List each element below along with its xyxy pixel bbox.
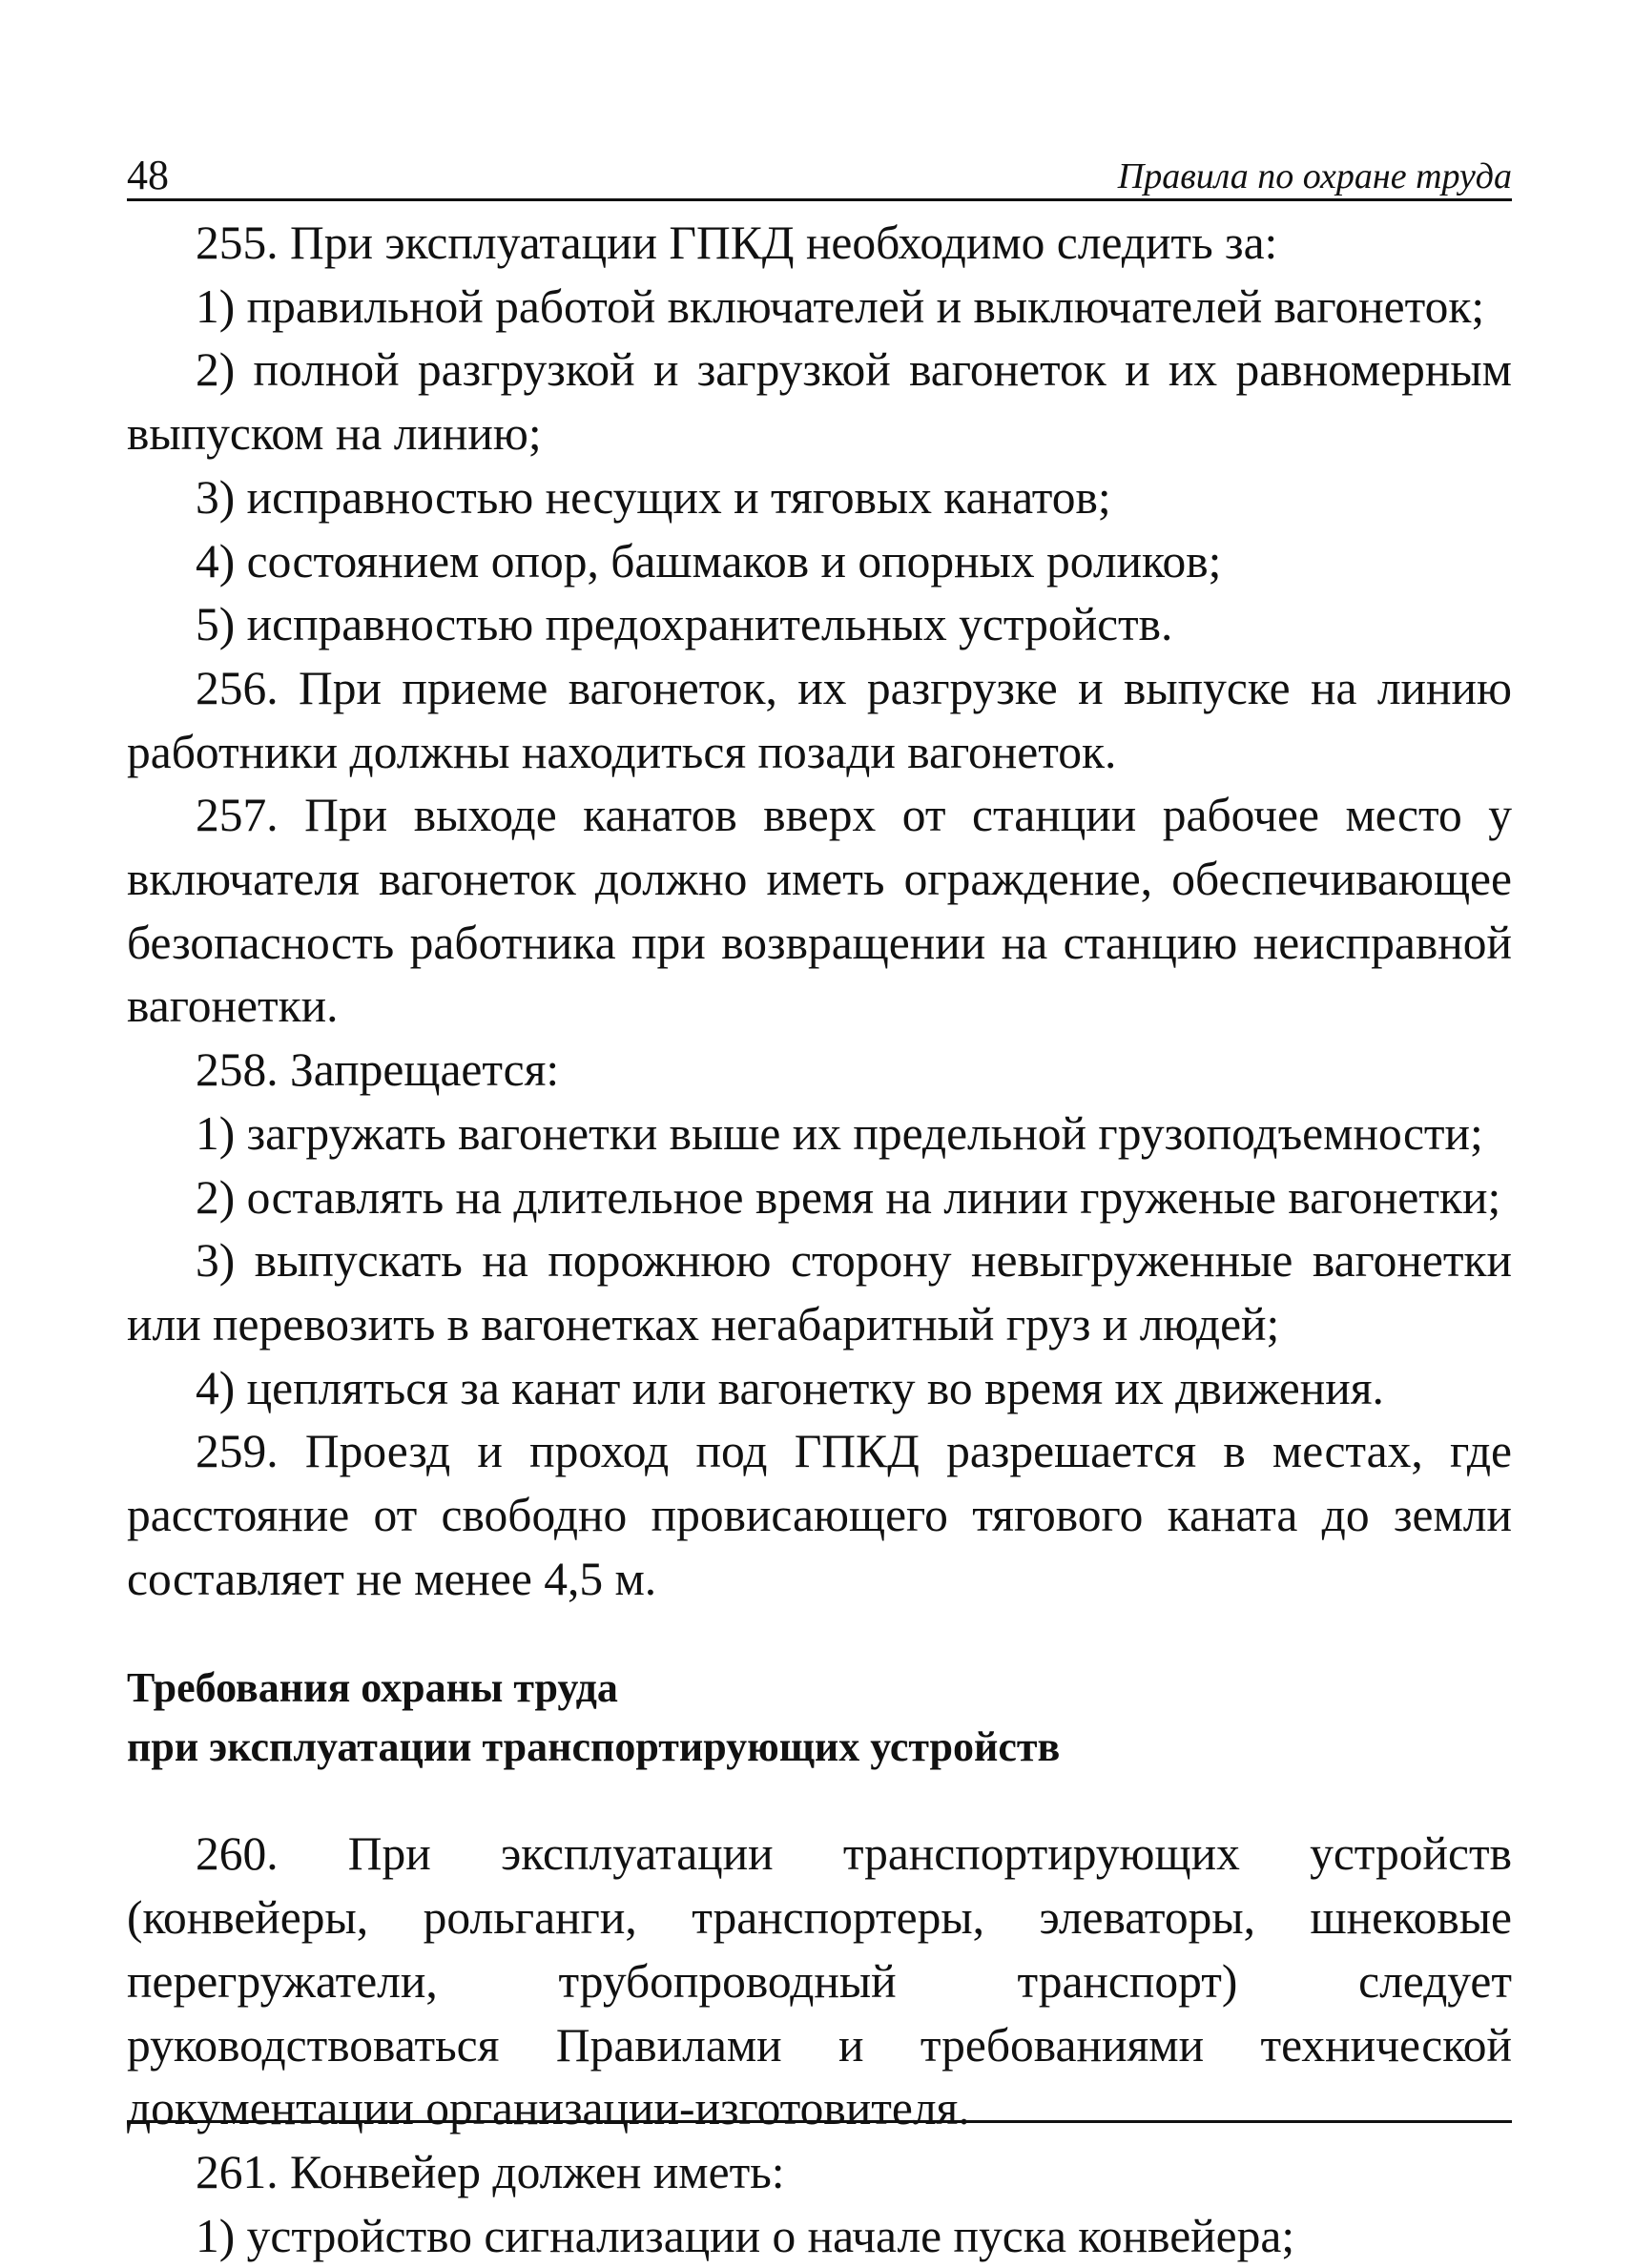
paragraph: 255. При эксплуатации ГПКД необходимо следить за:: [196, 216, 1278, 269]
list-item: 2) полной разгрузкой и загрузкой вагонеток и их равномерным выпуском на линию;: [127, 343, 1512, 461]
paragraph: 259. Проезд и проход под ГПКД разрешается в местах, где расстояние от свободно провисающего тягового каната до земли составляет не менее 4,5 м.: [127, 1425, 1512, 1605]
list-item: 5) исправностью предохранительных устройств.: [196, 598, 1173, 651]
footer-divider: [127, 2120, 1512, 2123]
page-header: [127, 143, 1512, 201]
list-item: 1) устройство сигнализации о начале пуска конвейера;: [196, 2209, 1295, 2262]
paragraph: 261. Конвейер должен иметь:: [196, 2145, 785, 2198]
page-number: 48: [127, 152, 169, 198]
list-item: 1) правильной работой включателей и выключателей вагонеток;: [196, 279, 1485, 333]
list-item: 3) выпускать на порожнюю сторону невыгруженные вагонетки или перевозить в вагонетках негабаритный груз и людей;: [127, 1234, 1512, 1350]
paragraph: 258. Запрещается:: [196, 1043, 560, 1097]
section-heading-line: при эксплуатации транспортирующих устройств: [127, 1723, 1061, 1771]
section-heading-line: Требования охраны труда: [127, 1664, 618, 1712]
paragraph: 256. При приеме вагонеток, их разгрузке и выпуске на линию работники должны находиться позади вагонеток.: [127, 661, 1512, 778]
section-heading: [127, 1659, 1512, 1777]
list-item: 1) загружать вагонетки выше их предельной грузоподъемности;: [196, 1106, 1483, 1160]
list-item: 4) цепляться за канат или вагонетку во время их движения.: [196, 1361, 1384, 1414]
paragraph: 257. При выходе канатов вверх от станции рабочее место у включателя вагонеток должно иметь ограждение, обеспечивающее безопасность работника при возвращении на станцию неисправной вагонетки.: [127, 789, 1512, 1033]
paragraph: 260. При эксплуатации транспортирующих устройств (конвейеры, рольганги, транспортеры, элеваторы, шнековые перегружатели, трубопроводный транспорт) следует руководствоваться Правилами и требованиями технической документации организации-изготовителя.: [127, 1827, 1512, 2135]
list-item: 3) исправностью несущих и тяговых канатов;: [196, 470, 1111, 524]
list-item: 2) оставлять на длительное время на линии груженые вагонетки;: [196, 1170, 1501, 1224]
list-item: 4) состоянием опор, башмаков и опорных роликов;: [196, 534, 1222, 588]
body-text: [127, 212, 1512, 2268]
running-title: Правила по охране труда: [1117, 156, 1512, 196]
